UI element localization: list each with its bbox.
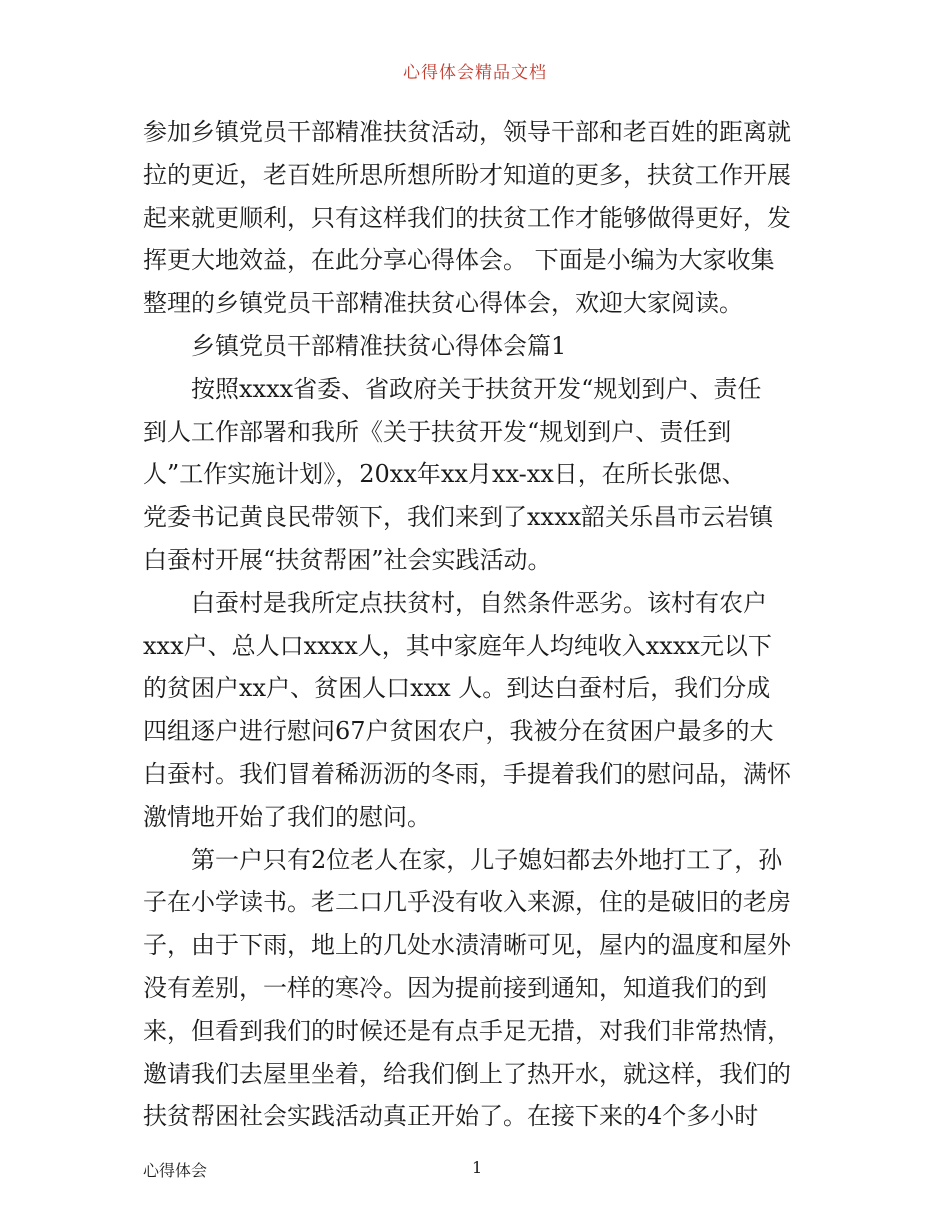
text-line: 邀请我们去屋里坐着，给我们倒上了热开水，就这样，我们的	[143, 1059, 791, 1088]
text-line: 拉的更近，老百姓所思所想所盼才知道的更多，扶贫工作开展	[143, 160, 791, 189]
text-line: 四组逐户进行慰问67户贫困农户，我被分在贫困户最多的大	[143, 717, 774, 746]
text-line: 没有差别，一样的寒冷。因为提前接到通知，知道我们的到	[143, 973, 767, 1002]
text-line: 整理的乡镇党员干部精准扶贫心得体会，欢迎大家阅读。	[143, 289, 743, 318]
body-text	[143, 111, 815, 1138]
page-number: 1	[472, 1158, 483, 1177]
page-header-title: 心得体会精品文档	[403, 63, 547, 83]
text-line: 挥更大地效益，在此分享心得体会。 下面是小编为大家收集	[143, 246, 775, 275]
text-line: 子，由于下雨，地上的几处水渍清晰可见，屋内的温度和屋外	[143, 931, 791, 960]
text-line: 白蚕村是我所定点扶贫村，自然条件恶劣。该村有农户	[191, 588, 767, 617]
text-line: 第一户只有2位老人在家，儿子媳妇都去外地打工了，孙	[191, 845, 783, 874]
text-line: 子在小学读书。老二口几乎没有收入来源，住的是破旧的老房	[143, 888, 791, 917]
text-line: 的贫困户xx户、贫困人口xxx 人。到达白蚕村后，我们分成	[143, 674, 771, 703]
text-line: 白蚕村开展“扶贫帮困”社会实践活动。	[143, 545, 552, 574]
text-line: 扶贫帮困社会实践活动真正开始了。在接下来的4个多小时	[143, 1102, 759, 1131]
section-heading: 乡镇党员干部精准扶贫心得体会篇1	[191, 331, 567, 360]
text-line: 来，但看到我们的时候还是有点手足无措，对我们非常热情，	[143, 1016, 791, 1045]
footer-label: 心得体会	[143, 1161, 208, 1180]
text-line: 人”工作实施计划》，20xx年xx月xx-xx日，在所长张偲、	[143, 460, 746, 489]
text-line: 党委书记黄良民带领下，我们来到了xxxx韶关乐昌市云岩镇	[143, 503, 774, 532]
text-line: 参加乡镇党员干部精准扶贫活动，领导干部和老百姓的距离就	[143, 118, 791, 146]
text-line: 按照xxxx省委、省政府关于扶贫开发“规划到户、责任	[191, 374, 762, 403]
text-line: 白蚕村。我们冒着稀沥沥的冬雨，手提着我们的慰问品，满怀	[143, 759, 791, 788]
text-line: 起来就更顺利，只有这样我们的扶贫工作才能够做得更好，发	[143, 203, 791, 232]
text-line: 激情地开始了我们的慰问。	[143, 802, 431, 831]
text-line: 到人工作部署和我所《关于扶贫开发“规划到户、责任到	[143, 417, 732, 446]
text-line: xxx户、总人口xxxx人，其中家庭年人均纯收入xxxx元以下	[143, 631, 772, 660]
